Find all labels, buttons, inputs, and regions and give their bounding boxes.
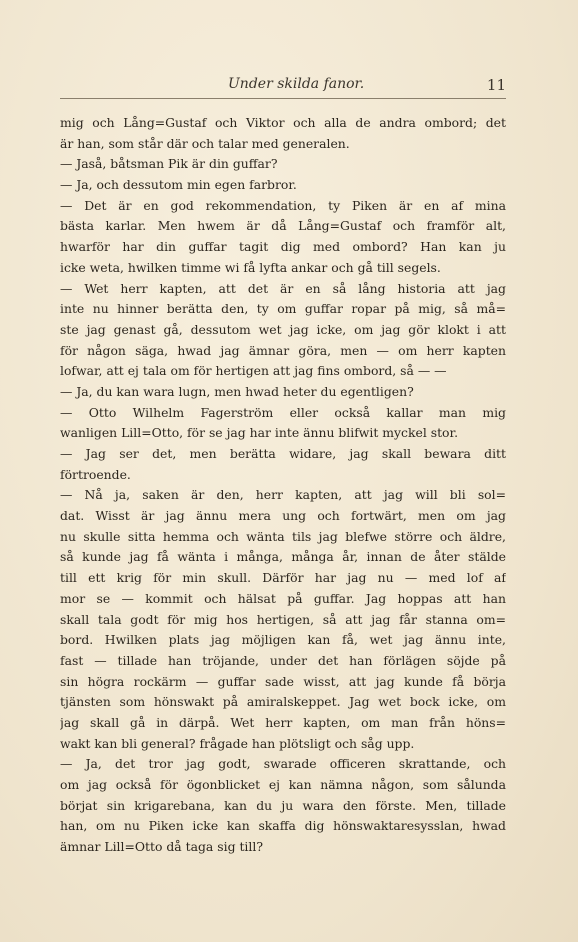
text-line: bord. Hwilken plats jag möjligen kan få, wet jag ännu inte, — [60, 632, 506, 648]
text-line: hwarför har din guffar tagit dig med ombord? Han kan ju — [60, 239, 506, 255]
text-line: jag skall gå in därpå. Wet herr kapten, om man från höns= — [60, 714, 506, 730]
text-line: sin högra rockärm — guffar sade wisst, att jag kunde få börja — [60, 673, 506, 689]
text-line: — Jaså, båtsman Pik är din guffar? — [60, 156, 278, 172]
text-line: — Otto Wilhelm Fagerström eller också kallar man mig — [60, 404, 506, 420]
text-line: wanligen Lill=Otto, för se jag har inte ännu blifwit myckel stor. — [60, 425, 459, 441]
text-line: börjat sin krigarebana, kan du ju wara den förste. Men, tillade — [60, 797, 506, 813]
text-line: är han, som står där och talar med generalen. — [60, 135, 350, 151]
text-line: han, om nu Piken icke kan skaffa dig hönswaktaresysslan, hwad — [60, 818, 506, 834]
text-line: — Ja, det tror jag godt, swarade officeren skrattande, och — [60, 756, 506, 772]
header-rule — [60, 98, 506, 99]
text-line: till ett krig för min skull. Därför har jag nu — med lof af — [60, 570, 506, 586]
text-line: så kunde jag få wänta i många, många år, innan de åter stälde — [60, 549, 506, 565]
text-line: ämnar Lill=Otto då taga sig till? — [60, 839, 263, 855]
text-line: icke weta, hwilken timme wi få lyfta ankar och gå till segels. — [60, 259, 441, 275]
text-line: — Ja, och dessutom min egen farbror. — [60, 177, 297, 193]
text-line: — Jag ser det, men berätta widare, jag skall bewara ditt — [60, 446, 506, 461]
text-line: förtroende. — [60, 466, 131, 482]
text-line: bästa karlar. Men hwem är då Lång=Gustaf och framför alt, — [60, 218, 506, 234]
text-line: inte nu hinner berätta den, ty om guffar ropar på mig, så må= — [60, 301, 506, 317]
text-line: — Nå ja, saken är den, herr kapten, att jag will bli sol= — [60, 487, 506, 503]
text-line: wakt kan bli general? frågade han plötsligt och såg upp. — [60, 735, 415, 751]
text-line: skall tala godt för mig hos hertigen, så att jag får stanna om= — [60, 611, 506, 627]
text-line: lofwar, att ej tala om för hertigen att jag fins ombord, så — — — [60, 363, 447, 379]
text-line: — Ja, du kan wara lugn, men hwad heter du egentligen? — [60, 383, 414, 399]
body-text — [60, 113, 506, 858]
text-line: mor se — kommit och hälsat på guffar. Jag hoppas att han — [60, 590, 506, 606]
text-line: dat. Wisst är jag ännu mera ung och fortwärt, men om jag — [60, 508, 506, 524]
text-line: — Det är en god rekommendation, ty Piken är en af mina — [60, 197, 506, 213]
text-line: tjänsten som hönswakt på amiralskeppet. Jag wet bock icke, om — [60, 694, 506, 710]
running-head — [60, 76, 506, 98]
page-number: 11 — [486, 76, 506, 94]
text-line: mig och Lång=Gustaf och Viktor och alla de andra ombord; det — [60, 115, 506, 130]
text-line: nu skulle sitta hemma och wänta tils jag blefwe större och äldre, — [60, 528, 506, 544]
text-line: ste jag genast gå, dessutom wet jag icke, om jag gör klokt i att — [60, 321, 506, 337]
text-line: fast — tillade han tröjande, under det han förlägen söjde på — [60, 652, 506, 668]
text-line: om jag också för ögonblicket ej kan nämna någon, som sålunda — [60, 777, 506, 792]
text-line: — Wet herr kapten, att det är en så lång historia att jag — [60, 280, 506, 296]
text-line: för någon säga, hwad jag ämnar göra, men — om herr kapten — [60, 342, 506, 358]
running-title: Under skilda fanor. — [228, 76, 365, 92]
